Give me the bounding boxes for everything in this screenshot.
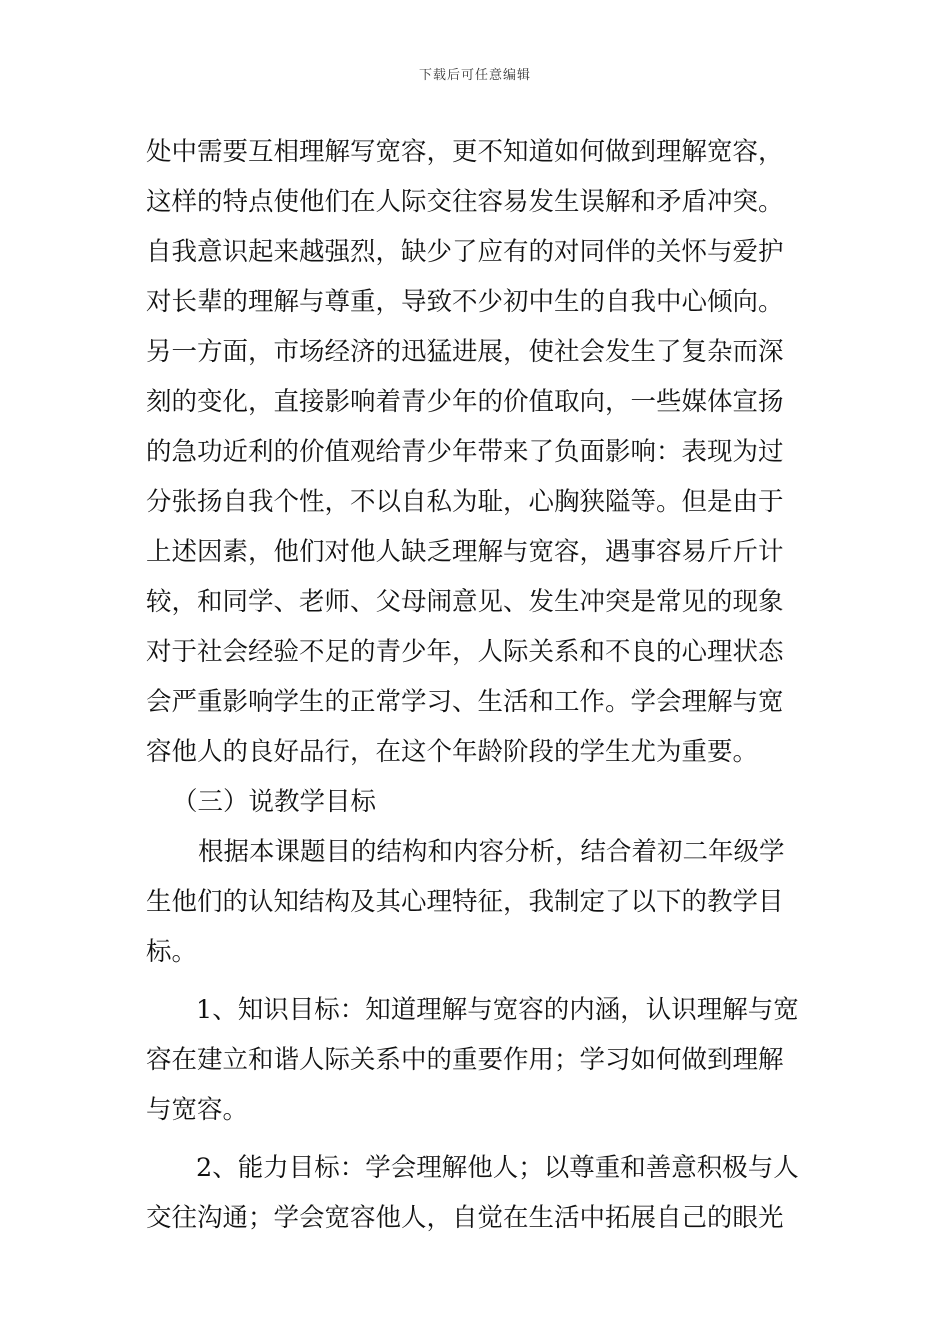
text-line: 标。 [146,937,198,967]
paragraph-start-line: 根据本课题目的结构和内容分析，结合着初二年级学 [198,837,785,867]
text-line: 对长辈的理解与尊重，导致不少初中生的自我中心倾向。 [146,287,784,317]
text-line: 分张扬自我个性，不以自私为耻，心胸狭隘等。但是由于 [146,487,784,517]
text-line: 对于社会经验不足的青少年，人际关系和不良的心理状态 [146,637,784,667]
paragraph-gap [146,1135,810,1143]
text-line: 交往沟通；学会宽容他人，自觉在生活中拓展自己的眼光 [146,1203,784,1233]
page-header: 下载后可任意编辑 [418,68,531,83]
text-line: 自我意识起来越强烈，缺少了应有的对同伴的关怀与爱护 [146,237,784,267]
goal-item-ability: 2、能力目标：学会理解他人；以尊重和善意积极与人 [196,1153,799,1183]
document-body [146,127,810,1243]
text-line: 处中需要互相理解写宽容，更不知道如何做到理解宽容， [146,137,784,167]
goal-item-knowledge: 1、知识目标：知道理解与宽容的内涵，认识理解与宽 [196,995,799,1025]
text-line: 容他人的良好品行，在这个年龄阶段的学生尤为重要。 [146,737,759,767]
paragraph-gap [146,977,810,985]
text-line: 上述因素，他们对他人缺乏理解与宽容，遇事容易斤斤计 [146,537,784,567]
section-heading: （三）说教学目标 [172,787,377,817]
text-line: 这样的特点使他们在人际交往容易发生误解和矛盾冲突。 [146,187,784,217]
text-line: 生他们的认知结构及其心理特征，我制定了以下的教学目 [146,887,784,917]
text-line: 较，和同学、老师、父母闹意见、发生冲突是常见的现象 [146,587,784,617]
text-line: 刻的变化，直接影响着青少年的价值取向，一些媒体宣扬 [146,387,784,417]
text-line: 容在建立和谐人际关系中的重要作用；学习如何做到理解 [146,1045,784,1075]
text-line: 另一方面，市场经济的迅猛进展，使社会发生了复杂而深 [146,337,784,367]
text-line: 与宽容。 [146,1095,249,1125]
text-line: 会严重影响学生的正常学习、生活和工作。学会理解与宽 [146,687,784,717]
text-line: 的急功近利的价值观给青少年带来了负面影响：表现为过 [146,437,784,467]
